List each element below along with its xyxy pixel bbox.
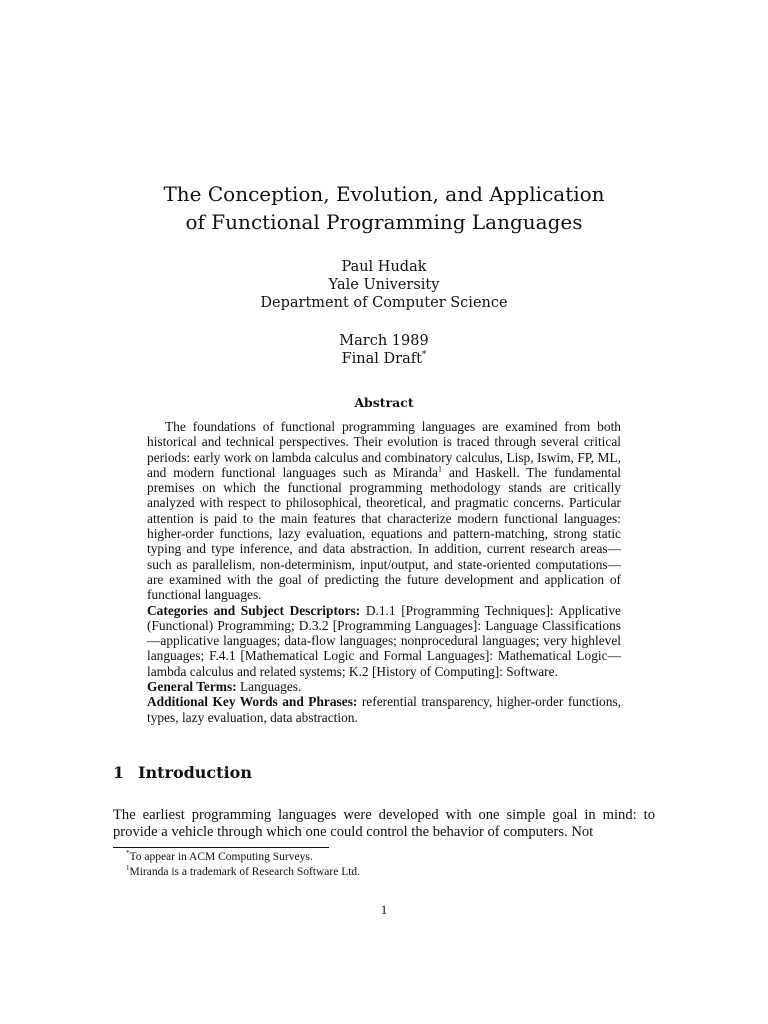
draft-status bbox=[0, 350, 768, 368]
section-title: Introduction bbox=[138, 763, 252, 782]
miranda-footnote-mark: 1 bbox=[438, 464, 442, 474]
date-info bbox=[0, 332, 768, 368]
introduction-body bbox=[113, 807, 655, 840]
paper-date: March 1989 bbox=[339, 333, 429, 349]
general-terms-text: Languages. bbox=[236, 679, 302, 695]
general-terms-label: General Terms: bbox=[147, 679, 237, 695]
keywords-text: referential transparency, higher-order functions, types, lazy evaluation, data abstraction. bbox=[147, 694, 621, 725]
author-info bbox=[0, 258, 768, 312]
footnote-divider bbox=[113, 847, 329, 848]
keywords-paragraph bbox=[147, 694, 621, 725]
abstract-text-part-1: The foundations of functional programming languages are examined from both historical and technical perspectives. Their evolution is traced through several critical periods: early work on lambda calculus and combinatory calculus, Lisp, Iswim, FP, ML, and modern functional languages such as Miranda bbox=[147, 419, 621, 480]
footnote-1 bbox=[126, 850, 360, 865]
footnote-2 bbox=[126, 865, 360, 880]
categories-label: Categories and Subject Descriptors: bbox=[147, 602, 361, 618]
draft-footnote-mark: * bbox=[421, 350, 427, 361]
abstract-paragraph bbox=[147, 419, 621, 603]
title-line-1: The Conception, Evolution, and Application bbox=[163, 182, 605, 206]
footnote-2-mark: 1 bbox=[126, 864, 130, 873]
footnote-1-mark: * bbox=[126, 849, 130, 858]
author-name: Paul Hudak bbox=[341, 259, 427, 275]
introduction-paragraph: The earliest programming languages were developed with one simple goal in mind: to provide a vehicle through which one could control the behavior of computers. Not bbox=[113, 807, 655, 840]
keywords-label: Additional Key Words and Phrases: bbox=[147, 694, 358, 710]
section-number: 1 bbox=[113, 763, 125, 782]
abstract-text-part-2: and Haskell. The fundamental premises on which the functional programming methodology stands are critically analyzed with respect to philosophical, theoretical, and pragmatic concerns. Particular attention is paid to the main features that characterize modern functional languages: higher-order functions, lazy evaluation, equations and pattern-matching, strong static typing and type inference, and data abstraction. In addition, current research areas—such as parallelism, non-determinism, input/output, and state-oriented computations—are examined with the goal of predicting the future development and application of functional languages. bbox=[147, 464, 621, 603]
author-department: Department of Computer Science bbox=[260, 295, 508, 311]
paper-title bbox=[0, 180, 768, 236]
categories-paragraph bbox=[147, 603, 621, 679]
footnotes bbox=[126, 850, 360, 880]
page-number: 1 bbox=[380, 902, 388, 917]
categories-text: D.1.1 [Programming Techniques]: Applicative (Functional) Programming; D.3.2 [Programming Languages]: Language Classifications—applicative languages; data-flow languages; nonprocedural languages; very highlevel languages; F.4.1 [Mathematical Logic and Formal Languages]: Mathematical Logic—lambda calculus and related systems; K.2 [History of Computing]: Software. bbox=[147, 602, 621, 679]
abstract-heading: Abstract bbox=[354, 395, 414, 410]
author-affiliation: Yale University bbox=[328, 277, 440, 293]
abstract-body bbox=[147, 419, 621, 725]
footnote-2-text: Miranda is a trademark of Research Software Ltd. bbox=[129, 866, 361, 878]
section-heading-introduction bbox=[113, 763, 252, 782]
draft-label: Final Draft bbox=[341, 351, 422, 367]
footnote-1-text: To appear in ACM Computing Surveys. bbox=[129, 851, 313, 863]
title-line-2: of Functional Programming Languages bbox=[185, 210, 583, 234]
general-terms-paragraph bbox=[147, 679, 621, 694]
